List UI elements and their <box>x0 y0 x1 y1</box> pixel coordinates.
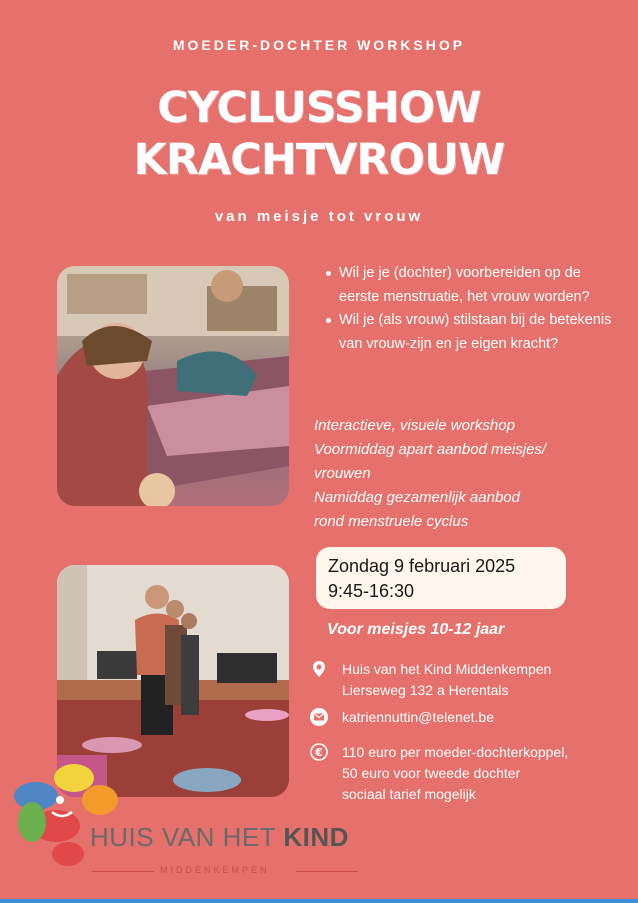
price-line-3: sociaal tarief mogelijk <box>342 786 476 802</box>
svg-text:€: € <box>315 746 323 759</box>
workshop-eyebrow: MOEDER-DOCHTER WORKSHOP <box>172 37 466 53</box>
logo-divider-left <box>92 871 154 872</box>
description-line-4: Namiddag gezamenlijk aanbod <box>314 489 520 506</box>
logo-subtitle: MIDDENKEMPEN <box>160 865 270 875</box>
contact-email[interactable]: katriennuttin@telenet.be <box>342 709 494 725</box>
bottom-bar <box>0 899 638 903</box>
description-line-3: vrouwen <box>314 465 371 482</box>
email-row <box>310 708 620 730</box>
workshop-description <box>314 414 614 534</box>
title-line-2: KRACHTVROUW <box>133 135 505 185</box>
map-pin-icon <box>310 660 328 678</box>
event-date: Zondag 9 februari 2025 <box>328 556 516 576</box>
logo-wordmark <box>90 822 349 853</box>
title-line-1: CYCLUSSHOW <box>157 83 481 133</box>
euro-icon <box>310 743 328 761</box>
price-line-1: 110 euro per moeder-dochterkoppel, <box>342 744 569 760</box>
event-time: 9:45-16:30 <box>328 581 415 601</box>
price-line-2: 50 euro voor tweede dochter <box>342 765 521 781</box>
workshop-photo-1 <box>57 266 289 506</box>
logo-text-regular: HUIS VAN HET <box>90 822 284 852</box>
date-box <box>316 547 566 609</box>
location-name: Huis van het Kind Middenkempen <box>342 661 552 677</box>
envelope-icon <box>310 708 328 726</box>
target-audience: Voor meisjes 10-12 jaar <box>327 621 505 638</box>
question-item-2: Wil je (als vrouw) stilstaan bij de betekenis van vrouw-zijn en je eigen kracht? <box>324 309 614 356</box>
question-item-1: Wil je je (dochter) voorbereiden op de eerste menstruatie, het vrouw worden? <box>324 262 614 309</box>
logo-divider-right <box>296 871 358 872</box>
question-list <box>324 262 614 356</box>
location-row <box>310 660 620 704</box>
location-address: Lierseweg 132 a Herentals <box>342 682 509 698</box>
description-line-2: Voormiddag apart aanbod meisjes/ <box>314 441 547 458</box>
page-subtitle: van meisje tot vrouw <box>214 208 424 225</box>
logo-text-bold: KIND <box>283 822 349 852</box>
description-line-5: rond menstruele cyclus <box>314 513 469 530</box>
description-line-1: Interactieve, visuele workshop <box>314 417 515 434</box>
page-title <box>0 82 638 186</box>
